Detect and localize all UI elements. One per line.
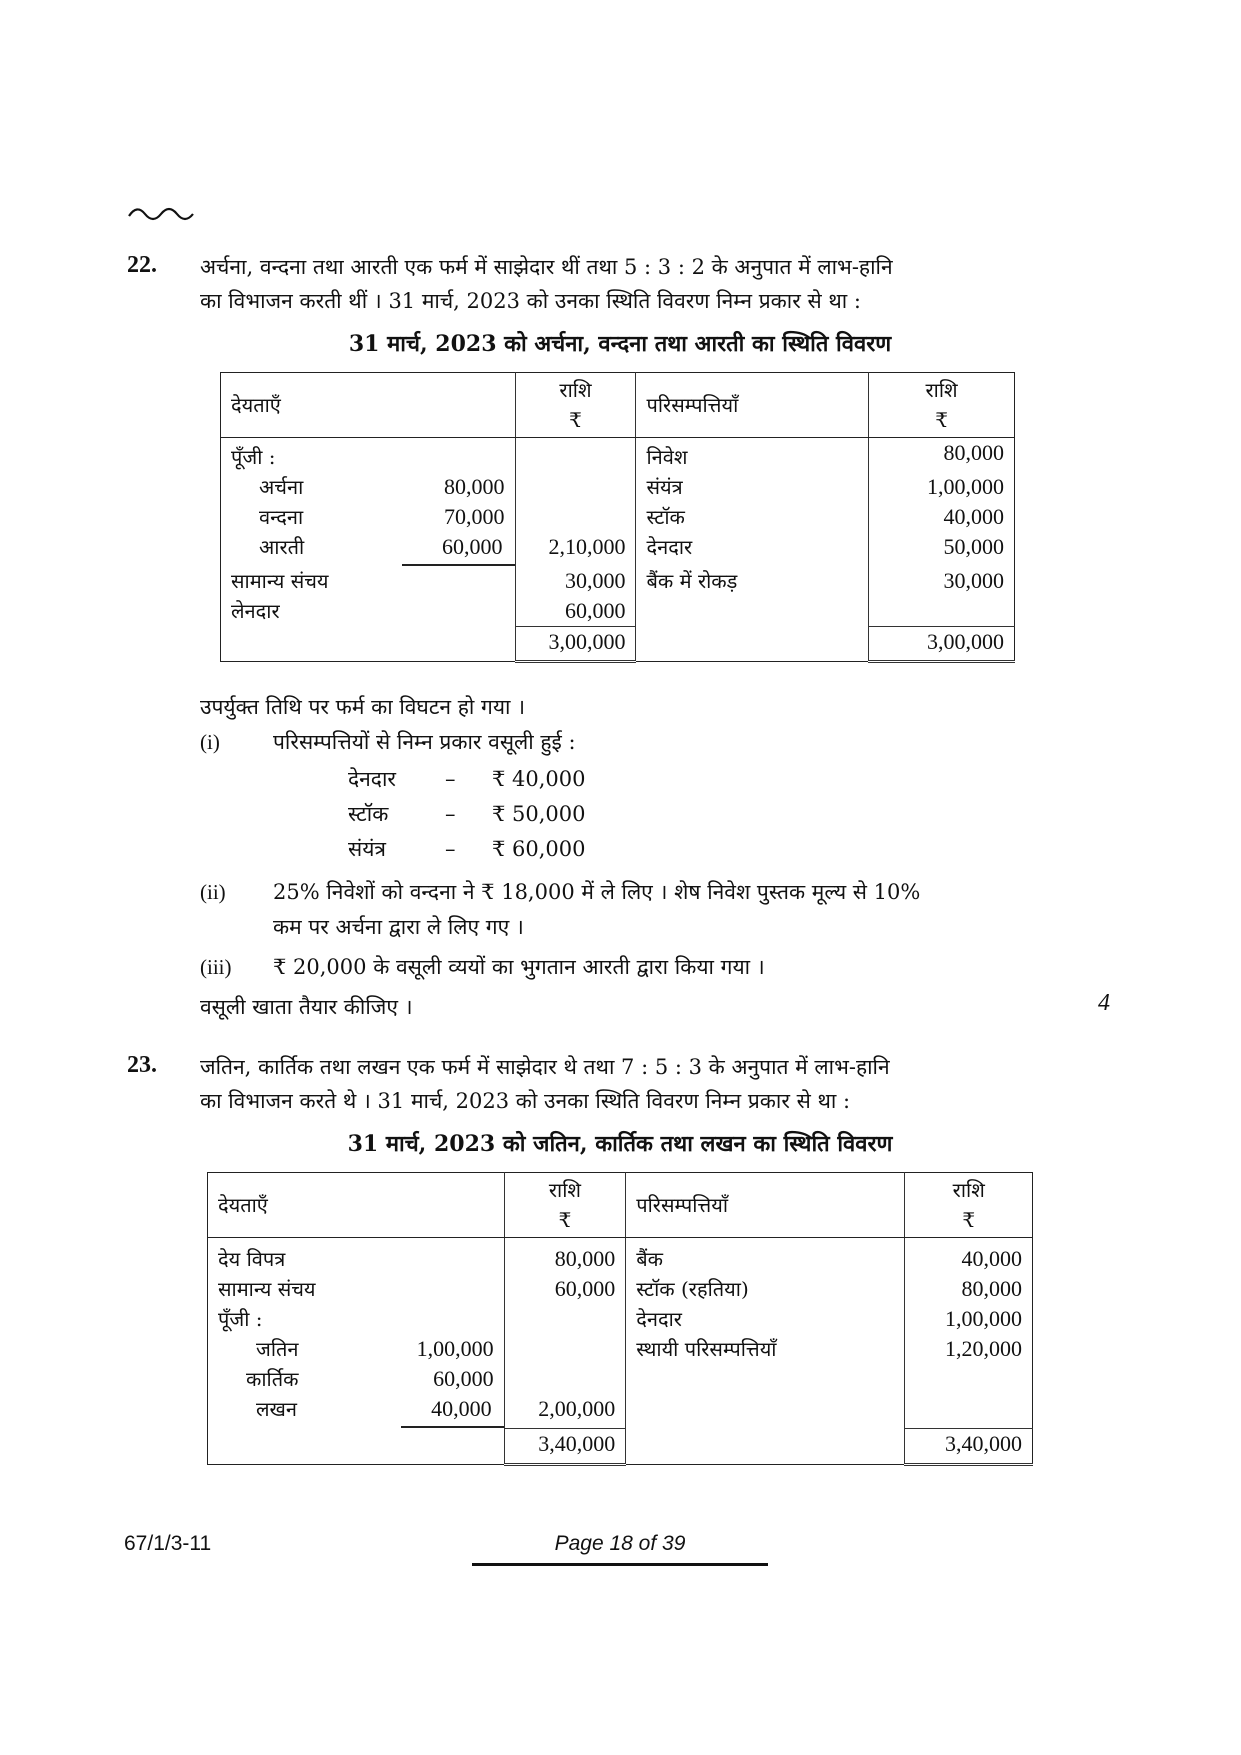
asset-amount: 80,000: [905, 1274, 1033, 1304]
page-number: Page 18 of 39: [554, 1532, 686, 1555]
total-assets: 3,40,000: [905, 1428, 1033, 1465]
q22-intro: [200, 250, 1060, 318]
liabilities-header: देयताएँ: [208, 1173, 505, 1238]
question-number-23: 23.: [127, 1052, 157, 1078]
liability-amount: 60,000: [515, 596, 636, 627]
liability-amount: 60,000: [504, 1274, 626, 1304]
asset-amount: 1,20,000: [905, 1334, 1033, 1364]
asset-amount: 50,000: [869, 532, 1015, 566]
asset-name: देनदार: [636, 532, 869, 566]
item-text: परिसम्पत्तियों से निम्न प्रकार वसूली हुई :: [273, 730, 576, 754]
q22-dissolution-note: उपर्युक्त तिथि पर फर्म का विघटन हो गया ।: [200, 695, 526, 719]
assets-header: परिसम्पत्तियाँ: [636, 373, 869, 438]
partner-name: लखन: [256, 1397, 298, 1421]
capital-label: पूँजी :: [218, 1307, 263, 1331]
partner-name: आरती: [259, 535, 305, 559]
capital-total: 2,00,000: [504, 1394, 626, 1428]
liability-name: सामान्य संचय: [218, 1277, 316, 1301]
asset-name: स्टॉक (रहतिया): [626, 1274, 905, 1304]
asset-name: स्थायी परिसम्पत्तियाँ: [626, 1334, 905, 1364]
realisation-name: संयंत्र: [348, 837, 386, 861]
q22-marks: 4: [1098, 990, 1110, 1016]
q22-instruction: वसूली खाता तैयार कीजिए ।: [200, 995, 413, 1019]
asset-amount: 40,000: [905, 1238, 1033, 1275]
item-label: (ii): [200, 880, 226, 904]
asset-name: निवेश: [636, 438, 869, 473]
partner-capital: 40,000: [401, 1394, 504, 1428]
question-number-22: 22.: [127, 252, 157, 278]
assets-header: परिसम्पत्तियाँ: [626, 1173, 905, 1238]
paper-code: 67/1/3-11: [124, 1532, 212, 1555]
liabilities-header: देयताएँ: [221, 373, 516, 438]
liability-name: सामान्य संचय: [231, 569, 329, 593]
item-text-cont: कम पर अर्चना द्वारा ले लिए गए ।: [273, 915, 524, 939]
asset-name: संयंत्र: [636, 472, 869, 502]
realisation-amount: ₹ 60,000: [492, 837, 586, 861]
realisation-amount: ₹ 50,000: [492, 802, 586, 826]
realisation-dash: –: [445, 837, 456, 861]
asset-name: स्टॉक: [636, 502, 869, 532]
asset-amount: 1,00,000: [905, 1304, 1033, 1334]
partner-capital: 80,000: [444, 474, 505, 499]
liability-amount: 30,000: [515, 566, 636, 596]
asset-amount: 1,00,000: [869, 472, 1015, 502]
q23-balance-sheet: [207, 1172, 1033, 1466]
amount-header: राशि ₹: [504, 1173, 626, 1238]
item-text: 25% निवेशों को वन्दना ने ₹ 18,000 में ले लिए । शेष निवेश पुस्तक मूल्य से 10%: [273, 880, 921, 904]
realisation-name: देनदार: [348, 767, 396, 791]
asset-name: बैंक में रोकड़: [636, 566, 869, 596]
partner-name: जतिन: [256, 1337, 299, 1361]
asset-amount: 40,000: [869, 502, 1015, 532]
q23-table-title: 31 मार्च, 2023 को जतिन, कार्तिक तथा लखन का स्थिति विवरण: [347, 1131, 893, 1157]
asset-amount: 30,000: [869, 566, 1015, 596]
item-label: (iii): [200, 955, 232, 979]
liability-name: देय विपत्र: [218, 1247, 286, 1271]
q22-intro-line1: अर्चना, वन्दना तथा आरती एक फर्म में साझेदार थीं तथा 5 : 3 : 2 के अनुपात में लाभ-हानि: [200, 255, 893, 279]
asset-name: देनदार: [626, 1304, 905, 1334]
item-text: ₹ 20,000 के वसूली व्ययों का भुगतान आरती द्वारा किया गया ।: [273, 955, 765, 979]
total-liabilities: 3,40,000: [504, 1428, 626, 1465]
asset-amount: 80,000: [869, 438, 1015, 473]
capital-label: पूँजी :: [231, 445, 276, 469]
partner-name: अर्चना: [259, 475, 304, 499]
amount-header: राशि ₹: [869, 373, 1015, 438]
q23-intro-line1: जतिन, कार्तिक तथा लखन एक फर्म में साझेदार थे तथा 7 : 5 : 3 के अनुपात में लाभ-हानि: [200, 1055, 890, 1079]
partner-name: वन्दना: [259, 505, 304, 529]
capital-total: 2,10,000: [515, 532, 636, 566]
partner-capital: 1,00,000: [416, 1336, 494, 1361]
partner-capital: 60,000: [433, 1366, 494, 1391]
q22-intro-line2: का विभाजन करती थीं । 31 मार्च, 2023 को उनका स्थिति विवरण निम्न प्रकार से था :: [200, 289, 861, 313]
partner-name: कार्तिक: [246, 1367, 299, 1391]
total-assets: 3,00,000: [869, 627, 1015, 662]
item-label: (i): [200, 730, 220, 754]
realisation-dash: –: [445, 767, 456, 791]
liability-name: लेनदार: [231, 599, 280, 623]
realisation-amount: ₹ 40,000: [492, 767, 586, 791]
amount-header: राशि ₹: [905, 1173, 1033, 1238]
total-liabilities: 3,00,000: [515, 627, 636, 662]
q23-intro-line2: का विभाजन करते थे । 31 मार्च, 2023 को उनका स्थिति विवरण निम्न प्रकार से था :: [200, 1089, 851, 1113]
q23-intro: [200, 1050, 1080, 1118]
partner-capital: 60,000: [402, 532, 515, 566]
asset-name: बैंक: [626, 1238, 905, 1275]
realisation-name: स्टॉक: [348, 802, 389, 826]
liability-amount: 80,000: [504, 1238, 626, 1275]
amount-header: राशि ₹: [515, 373, 636, 438]
q22-table-title: 31 मार्च, 2023 को अर्चना, वन्दना तथा आरती का स्थिति विवरण: [348, 331, 892, 357]
footer-rule: [472, 1563, 768, 1566]
realisation-dash: –: [445, 802, 456, 826]
wave-mark-icon: [127, 200, 207, 224]
q22-balance-sheet: [220, 372, 1015, 663]
partner-capital: 70,000: [444, 504, 505, 529]
